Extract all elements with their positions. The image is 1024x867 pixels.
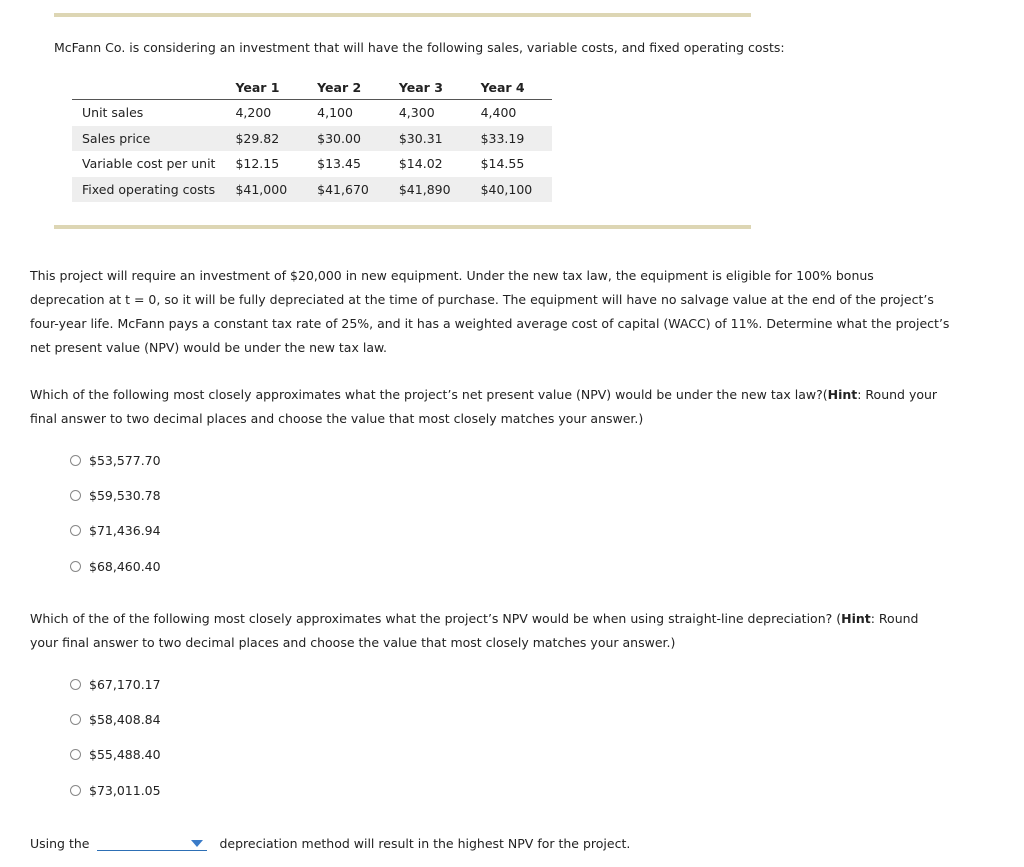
option-label: $71,436.94 (89, 523, 161, 538)
q1-option-2[interactable] (70, 488, 161, 503)
sentence-suffix: depreciation method will result in the highest NPV for the project. (219, 836, 631, 851)
table-cell: $29.82 (225, 126, 307, 152)
table-cell: 4,300 (398, 105, 435, 121)
table-cell: $30.00 (307, 126, 389, 152)
table-cell: $30.31 (389, 126, 471, 152)
table-cell: $12.15 (235, 156, 280, 172)
option-label: $53,577.70 (89, 453, 161, 468)
table-row (72, 177, 552, 203)
table-cell: $33.19 (471, 126, 553, 152)
depreciation-method-dropdown[interactable] (97, 836, 207, 851)
option-label: $68,460.40 (89, 559, 161, 574)
table-header-row (72, 77, 552, 100)
row-label: Unit sales (82, 105, 144, 121)
table-row (72, 126, 552, 152)
table-cell: $13.45 (317, 156, 361, 172)
radio-button[interactable] (70, 679, 81, 690)
sentence-prefix: Using the (30, 836, 90, 851)
row-label: Fixed operating costs (72, 177, 225, 203)
option-label: $73,011.05 (89, 783, 161, 798)
table-cell: $41,000 (225, 177, 307, 203)
table-header-year2: Year 2 (307, 77, 389, 100)
table-cell: $41,890 (389, 177, 471, 203)
table-row (72, 100, 552, 126)
bottom-divider (54, 225, 751, 229)
depreciation-method-sentence (30, 836, 630, 851)
option-label: $55,488.40 (89, 747, 161, 762)
table-header-year1: Year 1 (225, 77, 307, 100)
q2-option-2[interactable] (70, 712, 161, 727)
table-header-year4: Year 4 (471, 77, 553, 100)
radio-button[interactable] (70, 525, 81, 536)
option-label: $59,530.78 (89, 488, 161, 503)
question-1-hint-text: : Round your final answer to two decimal places and choose the value that most closely matches your answer.) (30, 387, 938, 426)
intro-text: McFann Co. is considering an investment that will have the following sales, variable costs, and fixed operating costs: (54, 40, 785, 55)
q2-option-1[interactable] (70, 677, 161, 692)
question-2-text: Which of the of the following most closely approximates what the project’s NPV would be when using straight-line depreciation? ( (30, 611, 842, 626)
dropdown-caret-icon[interactable] (191, 840, 203, 847)
q2-option-3[interactable] (70, 747, 161, 762)
q1-option-1[interactable] (70, 453, 161, 468)
table-cell: 4,200 (235, 105, 272, 121)
radio-button[interactable] (70, 785, 81, 796)
table-cell: $14.02 (398, 156, 443, 172)
question-1 (30, 383, 950, 431)
row-label: Sales price (72, 126, 225, 152)
q2-option-4[interactable] (70, 783, 161, 798)
q1-option-4[interactable] (70, 559, 161, 574)
question-2-hint-label: Hint (841, 611, 871, 626)
question-1-hint-label: Hint (827, 387, 858, 402)
table-header-year3: Year 3 (389, 77, 471, 100)
radio-button[interactable] (70, 455, 81, 466)
option-label: $67,170.17 (89, 677, 161, 692)
q1-option-3[interactable] (70, 523, 161, 538)
radio-button[interactable] (70, 490, 81, 501)
radio-button[interactable] (70, 749, 81, 760)
row-label: Variable cost per unit (82, 156, 216, 172)
question-1-text: Which of the following most closely approximates what the project’s net present value (NPV) would be under the new tax law?( (30, 387, 828, 402)
cost-table (72, 77, 552, 202)
radio-button[interactable] (70, 561, 81, 572)
top-divider (54, 13, 751, 17)
table-cell: $14.55 (480, 156, 525, 172)
table-cell: $40,100 (471, 177, 553, 203)
table-cell: 4,100 (317, 105, 353, 121)
table-cell: $41,670 (307, 177, 389, 203)
option-label: $58,408.84 (89, 712, 161, 727)
table-cell: 4,400 (480, 105, 517, 121)
table-row (72, 151, 552, 177)
radio-button[interactable] (70, 714, 81, 725)
problem-paragraph: This project will require an investment of $20,000 in new equipment. Under the new tax law, the equipment is eligible for 100% bonus deprecation at t = 0, so it will be fully depreciated at the time of purchase. The equipment will have no salvage value at the end of the project’s four-year life. McFann pays a constant tax rate of 25%, and it has a weighted average cost of capital (WACC) of 11%. Determine what the project’s net present value (NPV) would be under the new tax law. (30, 268, 950, 355)
question-2-hint-text: : Round your final answer to two decimal places and choose the value that most closely matches your answer.) (30, 611, 919, 650)
table-header-blank (72, 77, 225, 100)
question-2 (30, 607, 950, 655)
